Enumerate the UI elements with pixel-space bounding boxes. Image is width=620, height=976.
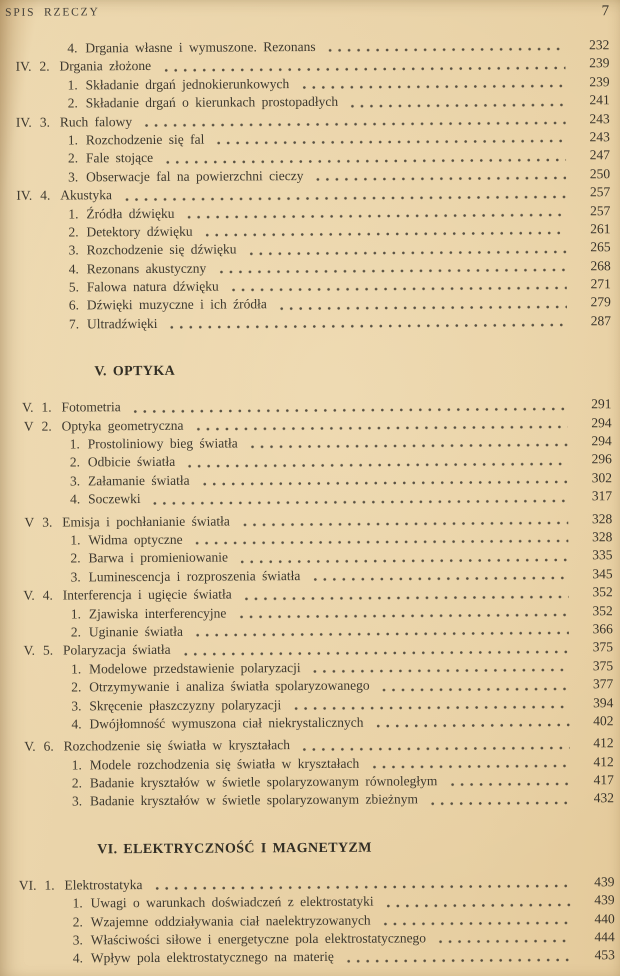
entry-page-number: 453 [594, 947, 615, 963]
entry-page-number: 317 [591, 488, 613, 504]
entry-number: 4. [68, 261, 79, 277]
entry-title: Załamanie światła [87, 472, 190, 489]
entry-page-number: 412 [593, 753, 614, 769]
dot-leader [299, 84, 565, 91]
entry-title: Właściwości siłowe i energetyczne pola elektrostatycznego [90, 930, 427, 948]
entry-page-number: 352 [592, 584, 613, 600]
toc-row [8, 487, 612, 509]
entry-title: Akustyka [60, 187, 113, 203]
entry-page-number: 417 [593, 772, 614, 788]
dot-leader [300, 745, 570, 752]
entry-title: Ruch falowy [59, 113, 133, 130]
toc-list [0, 36, 620, 969]
entry-page-number: 345 [592, 565, 613, 582]
entry-number: 5. [42, 642, 54, 658]
entry-title: Fotometria [61, 399, 121, 415]
toc-row [7, 312, 611, 334]
entry-number: 5. [68, 279, 79, 295]
entry-page-number: 352 [592, 602, 613, 618]
entry-title: Składanie drgań o kierunkach prostopadłych [85, 93, 339, 111]
entry-number: 2. [67, 95, 78, 111]
entry-number: 1. [72, 895, 83, 911]
entry-page-number: 239 [589, 55, 610, 71]
entry-number: 6. [68, 297, 80, 313]
entry-title: Widma optyczne [88, 531, 183, 548]
dot-leader [240, 520, 568, 527]
entry-page-number: 328 [591, 510, 613, 526]
dot-leader [428, 800, 570, 806]
chapter-roman-numeral: VI. [18, 877, 37, 893]
entry-title: Luminescencja i rozproszenia światła [88, 567, 301, 585]
entry-number: 1. [41, 399, 52, 415]
entry-title: Polaryzacja światła [62, 642, 171, 658]
entry-page-number: 241 [589, 92, 610, 108]
entry-title: Składanie drgań jednokierunkowych [85, 75, 290, 93]
entry-number: 1. [71, 661, 82, 677]
entry-title: Dwójłomność wymuszona ciał niekrystalicznych [89, 714, 364, 732]
dot-leader [181, 649, 569, 656]
chapter-roman-numeral: V. [24, 738, 36, 755]
dot-leader [277, 304, 567, 311]
entry-title: Uginanie światła [88, 623, 184, 640]
dot-leader [242, 594, 569, 601]
entry-number: 4. [70, 491, 81, 507]
entry-page-number: 440 [594, 910, 615, 926]
dot-leader [384, 902, 571, 908]
dot-leader [203, 231, 567, 238]
entry-title: Rozchodzenie się światła w kryształach [63, 737, 291, 754]
entry-number: 1. [68, 205, 79, 221]
entry-number: 2. [68, 224, 79, 240]
folio-page-number: 7 [601, 3, 610, 20]
dot-leader [374, 723, 570, 729]
dot-leader [214, 139, 566, 146]
dot-leader [247, 249, 567, 256]
entry-title: Rozchodzenie się fal [85, 131, 205, 148]
entry-number: 3. [68, 242, 79, 258]
entry-number: 4. [67, 40, 78, 56]
section-heading: VI. ELEKTRYCZNOŚĆ I MAGNETYZM [97, 840, 372, 858]
entry-page-number: 257 [590, 202, 611, 218]
dot-leader [216, 268, 566, 275]
chapter-roman-numeral: IV. [16, 187, 33, 203]
toc-row [11, 947, 615, 969]
entry-title: Emisja i pochłanianie światła [62, 513, 230, 530]
dot-leader [152, 884, 570, 892]
entry-title: Falowa natura dźwięku [86, 278, 219, 295]
dot-leader [291, 704, 569, 711]
entry-number: 1. [70, 605, 81, 622]
entry-page-number: 243 [589, 129, 610, 145]
entry-number: 4. [71, 716, 82, 732]
entry-title: Drgania złożone [59, 58, 152, 74]
page-header [0, 0, 617, 23]
entry-title: Źródła dźwięku [86, 205, 175, 221]
entry-number: 1. [69, 436, 80, 452]
entry-title: Dźwięki muzyczne i ich źródła [86, 296, 267, 313]
entry-number: 2. [71, 679, 82, 695]
dot-leader [314, 176, 567, 183]
dot-leader [161, 65, 565, 72]
entry-number: 1. [70, 532, 81, 548]
entry-number: 4. [40, 187, 51, 203]
entry-number: 1. [44, 877, 55, 893]
entry-page-number: 444 [594, 929, 615, 945]
running-title: SPIS RZECZY [5, 6, 100, 19]
entry-title: Odbicie światła [87, 454, 176, 470]
chapter-roman-numeral: IV. [15, 114, 32, 130]
entry-page-number: 402 [593, 713, 614, 729]
entry-page-number: 412 [593, 735, 614, 751]
entry-title: Zjawiska interferencyjne [88, 605, 227, 621]
entry-title: Modelowe przedstawienie polaryzacji [89, 659, 301, 677]
dot-leader [381, 920, 571, 926]
dot-leader [436, 939, 571, 945]
entry-title: Rezonans akustyczny [86, 260, 207, 277]
entry-page-number: 287 [590, 313, 612, 329]
entry-number: 4. [42, 587, 53, 603]
entry-title: Uwagi o warunkach doświadczeń z elektrostatyki [90, 893, 374, 911]
entry-number: 3. [72, 932, 83, 948]
entry-page-number: 439 [594, 873, 615, 890]
dot-leader [326, 47, 566, 53]
entry-title: Otrzymywanie i analiza światła spolaryzowanego [89, 677, 370, 695]
entry-page-number: 394 [593, 694, 614, 710]
entry-title: Modele rozchodzenia się światła w kryształach [89, 755, 360, 773]
dot-leader [369, 763, 569, 769]
entry-title: Detektory dźwięku [86, 223, 193, 240]
entry-number: 2. [72, 914, 83, 930]
entry-number: 2. [69, 454, 81, 470]
entry-page-number: 439 [594, 892, 615, 908]
entry-page-number: 271 [590, 276, 611, 292]
entry-number: 4. [72, 950, 84, 966]
dot-leader [131, 406, 568, 414]
entry-title: Interferencja i ugięcie światła [62, 586, 232, 603]
dot-leader [344, 957, 571, 963]
entry-number: 1. [67, 132, 79, 148]
entry-page-number: 268 [590, 257, 611, 273]
entry-title: Obserwacje fal na powierzchni cieczy [86, 167, 304, 185]
chapter-roman-numeral: V [24, 514, 35, 530]
entry-number: 2. [67, 150, 79, 166]
entry-page-number: 377 [592, 676, 614, 692]
entry-number: 1. [67, 77, 78, 93]
entry-page-number: 265 [590, 239, 611, 255]
dot-leader [311, 668, 570, 675]
entry-page-number: 279 [590, 294, 611, 310]
entry-title: Barwa i promieniowanie [88, 549, 228, 566]
entry-number: 3. [42, 514, 53, 530]
dot-leader [193, 424, 567, 431]
entry-number: 3. [71, 793, 83, 809]
entry-title: Optyka geometryczna [61, 417, 184, 434]
entry-page-number: 250 [589, 165, 611, 182]
chapter-roman-numeral: V. [22, 399, 34, 416]
entry-number: 2. [70, 624, 82, 640]
entry-page-number: 294 [591, 414, 612, 430]
entry-number: 3. [39, 114, 50, 130]
entry-page-number: 291 [591, 396, 612, 412]
dot-leader [236, 612, 568, 619]
toc-row [10, 790, 614, 812]
entry-title: Ultradźwięki [86, 315, 158, 332]
entry-title: Skręcenie płaszczyzny polaryzacji [89, 696, 282, 713]
entry-page-number: 294 [591, 433, 612, 449]
dot-leader [142, 120, 566, 128]
entry-number: 2. [39, 58, 50, 75]
dot-leader [151, 498, 569, 506]
entry-number: 3. [70, 569, 81, 585]
entry-title: Rozchodzenie się dźwięku [86, 241, 237, 258]
entry-title: Elektrostatyka [64, 876, 143, 893]
dot-leader [348, 102, 566, 108]
section-heading: V. OPTYKA [94, 364, 176, 380]
entry-number: 2. [41, 418, 52, 434]
dot-leader [193, 631, 569, 638]
dot-leader [193, 539, 569, 546]
dot-leader [200, 480, 568, 487]
entry-page-number: 247 [589, 147, 611, 163]
dot-leader [168, 323, 568, 330]
entry-page-number: 432 [593, 790, 614, 806]
entry-page-number: 302 [591, 469, 613, 486]
dot-leader [229, 286, 567, 293]
chapter-roman-numeral: V [23, 418, 34, 434]
entry-page-number: 375 [592, 639, 614, 655]
entry-title: Wpływ pola elektrostatycznego na materię [90, 949, 334, 966]
dot-leader [248, 443, 568, 450]
entry-number: 2. [71, 775, 82, 791]
entry-number: 3. [69, 473, 81, 489]
toc-row [9, 712, 613, 734]
entry-title: Badanie kryształów w świetle spolaryzowanym równoległym [89, 773, 438, 791]
entry-page-number: 335 [592, 547, 613, 563]
dot-leader [447, 782, 569, 788]
entry-page-number: 261 [590, 221, 611, 237]
entry-number: 3. [71, 697, 82, 713]
chapter-roman-numeral: V. [23, 643, 36, 659]
entry-title: Drgania własne i wymuszone. Rezonans [85, 38, 316, 56]
chapter-roman-numeral: V. [23, 587, 35, 603]
entry-title: Prostoliniowy bieg światła [87, 435, 238, 452]
dot-leader [185, 461, 568, 468]
entry-page-number: 232 [589, 37, 610, 53]
entry-page-number: 257 [589, 184, 611, 200]
entry-page-number: 328 [592, 529, 613, 545]
entry-title: Badanie kryształów w świetle spolaryzowanym zbieżnym [89, 791, 419, 809]
entry-page-number: 366 [592, 621, 613, 637]
entry-title: Fale stojące [85, 150, 154, 166]
chapter-roman-numeral: IV. [15, 59, 32, 75]
dot-leader [310, 576, 568, 583]
dot-leader [380, 686, 570, 692]
dot-leader [238, 557, 569, 564]
entry-number: 7. [68, 316, 80, 332]
entry-page-number: 239 [589, 73, 610, 90]
dot-leader [122, 194, 566, 202]
entry-number: 6. [43, 738, 54, 754]
entry-number: 1. [71, 757, 82, 773]
entry-title: Soczewki [88, 491, 141, 507]
entry-title: Wzajemne oddziaływania ciał naelektryzowanych [90, 912, 371, 929]
entry-number: 3. [68, 169, 79, 185]
entry-page-number: 296 [591, 451, 612, 467]
entry-number: 2. [70, 550, 81, 566]
entry-page-number: 375 [592, 657, 614, 673]
dot-leader [163, 157, 566, 164]
entry-page-number: 243 [589, 110, 610, 126]
dot-leader [184, 212, 566, 219]
